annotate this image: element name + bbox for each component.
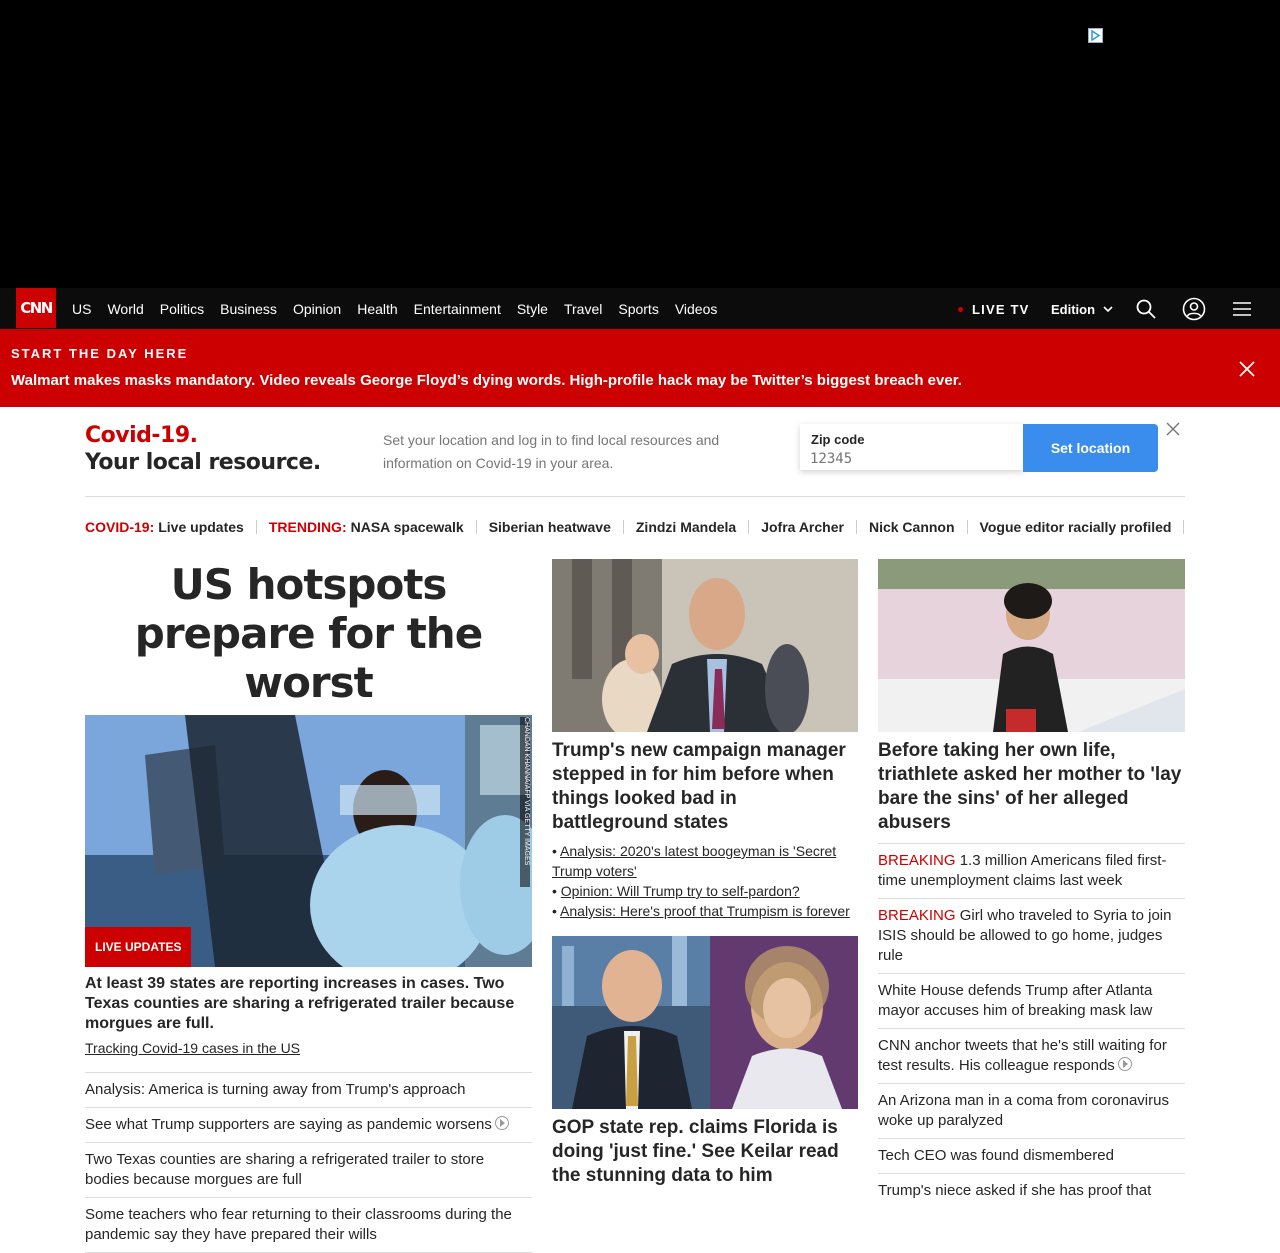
close-icon[interactable] xyxy=(1166,422,1180,436)
breaking-label: BREAKING xyxy=(878,907,956,924)
politics-column xyxy=(552,559,858,1188)
covid-title-sub: Your local resource. xyxy=(85,450,321,475)
trending-item[interactable]: Vogue editor racially profiled xyxy=(979,519,1172,535)
divider xyxy=(476,520,477,534)
lead-story-caption[interactable]: At least 39 states are reporting increases in cases. Two Texas counties are sharing a refrigerated trailer because morgues are full. xyxy=(85,975,515,1032)
covid-description: Set your location and log in to find local resources and information on Covid-19 in your area. xyxy=(383,432,720,471)
divider xyxy=(748,520,749,534)
list-item[interactable]: Tech CEO was found dismembered xyxy=(878,1139,1185,1174)
list-item[interactable]: Some teachers who fear returning to their classrooms during the pandemic say they have prepared their wills xyxy=(85,1198,532,1253)
list-item[interactable]: White House defends Trump after Atlanta mayor accuses him of breaking mask law xyxy=(878,974,1185,1029)
nav-link-world[interactable]: World xyxy=(107,300,144,317)
covid-live-updates-link[interactable]: Live updates xyxy=(158,519,244,535)
covid-trend-label: COVID-19: xyxy=(85,519,155,535)
covid-title-red: Covid-19. xyxy=(85,423,198,448)
covid-module-title xyxy=(85,422,321,476)
adchoices-icon[interactable] xyxy=(1088,28,1103,43)
set-location-button[interactable]: Set location xyxy=(1023,424,1158,472)
zip-code-label: Zip code xyxy=(811,432,865,447)
triathlete-photo xyxy=(878,559,1185,732)
nav-link-business[interactable]: Business xyxy=(220,300,277,317)
list-item-text: CNN anchor tweets that he's still waiting for test results. His colleague responds xyxy=(878,1037,1167,1074)
play-video-icon xyxy=(1118,1057,1132,1071)
trending-bar xyxy=(85,518,1196,536)
list-item[interactable]: Analysis: America is turning away from Trump's approach xyxy=(85,1073,532,1108)
campaign-bullets xyxy=(552,841,858,921)
lead-headline[interactable]: US hotspots prepare for the worst xyxy=(134,560,483,707)
edition-menu[interactable] xyxy=(1051,302,1113,317)
list-item[interactable] xyxy=(878,1029,1185,1084)
triathlete-headline[interactable]: Before taking her own life, triathlete asked her mother to 'lay bare the sins' of her alleged abusers xyxy=(878,740,1182,833)
split-screen-photo xyxy=(552,936,858,1109)
divider xyxy=(256,520,257,534)
divider xyxy=(856,520,857,534)
trending-item[interactable]: Jofra Archer xyxy=(761,519,844,535)
close-icon[interactable] xyxy=(1237,359,1257,379)
list-item-text: See what Trump supporters are saying as pandemic worsens xyxy=(85,1116,492,1133)
lead-story-column xyxy=(85,560,532,1253)
bullet-link-text: Analysis: 2020's latest boogeyman is 'Secret Trump voters' xyxy=(552,843,837,879)
list-item[interactable]: Trump's niece asked if she has proof that xyxy=(878,1182,1152,1199)
bullet-link[interactable]: • Opinion: Will Trump try to self-pardon? xyxy=(552,883,800,899)
list-item-text: 1.3 million Americans filed first-time unemployment claims last week xyxy=(878,852,1167,889)
nav-link-entertainment[interactable]: Entertainment xyxy=(413,300,501,317)
trending-item[interactable]: Siberian heatwave xyxy=(488,519,611,535)
nav-link-opinion[interactable]: Opinion xyxy=(292,300,342,317)
list-item-text: Girl who traveled to Syria to join ISIS should be allowed to go home, judges rule xyxy=(878,907,1172,964)
search-icon[interactable] xyxy=(1135,298,1157,320)
ad-banner[interactable] xyxy=(0,0,1280,288)
start-the-day-banner[interactable] xyxy=(0,329,1280,407)
nav-link-us[interactable]: US xyxy=(72,300,92,317)
campaign-manager-photo xyxy=(552,559,858,732)
live-tv-link[interactable] xyxy=(958,302,1030,317)
lead-story-image[interactable] xyxy=(85,715,532,967)
live-tv-label: LIVE TV xyxy=(972,302,1030,317)
list-item[interactable]: Two Texas counties are sharing a refrigerated trailer to store bodies because morgues are full xyxy=(85,1143,532,1198)
list-item[interactable] xyxy=(85,1108,532,1143)
news-list xyxy=(878,843,1185,1208)
campaign-manager-image[interactable] xyxy=(552,559,858,732)
play-video-icon xyxy=(495,1116,509,1130)
list-item[interactable] xyxy=(878,899,1185,974)
breaking-label: BREAKING xyxy=(878,852,956,869)
bullet-link[interactable]: • Analysis: Here's proof that Trumpism is forever xyxy=(552,903,850,919)
live-dot-icon xyxy=(958,307,963,312)
triathlete-image[interactable] xyxy=(878,559,1185,732)
nav-link-videos[interactable]: Videos xyxy=(674,300,718,317)
cnn-logo[interactable]: CNN xyxy=(16,288,56,328)
campaign-manager-headline[interactable]: Trump's new campaign manager stepped in for him before when things looked bad in battleground states xyxy=(552,740,846,833)
lead-related-list xyxy=(85,1072,532,1253)
list-item[interactable] xyxy=(878,844,1185,899)
trending-label: TRENDING: xyxy=(268,519,347,535)
banner-kicker: START THE DAY HERE xyxy=(11,346,189,361)
banner-headlines[interactable]: Walmart makes masks mandatory. Video reveals George Floyd’s dying words. High-profile hack may be Twitter’s biggest breach ever. xyxy=(11,372,962,389)
top-nav xyxy=(0,288,1280,329)
florida-headline[interactable]: GOP state rep. claims Florida is doing 'just fine.' See Keilar read the stunning data to him xyxy=(552,1117,839,1186)
edition-label: Edition xyxy=(1051,302,1096,317)
nav-link-politics[interactable]: Politics xyxy=(159,300,205,317)
bullet-link-text: Opinion: Will Trump try to self-pardon? xyxy=(560,883,800,899)
divider xyxy=(967,520,968,534)
trending-item[interactable]: Zindzi Mandela xyxy=(635,519,737,535)
tracking-cases-link[interactable]: Tracking Covid-19 cases in the US xyxy=(85,1040,301,1056)
trending-item[interactable]: Nick Cannon xyxy=(868,519,955,535)
nav-link-health[interactable]: Health xyxy=(357,300,398,317)
hamburger-menu-icon[interactable] xyxy=(1232,298,1252,320)
bullet-link-text: Analysis: Here's proof that Trumpism is forever xyxy=(560,903,850,919)
nav-link-travel[interactable]: Travel xyxy=(563,300,603,317)
zip-code-field[interactable] xyxy=(800,424,1024,470)
bullet-link[interactable]: • Analysis: 2020's latest boogeyman is 'Secret Trump voters' xyxy=(552,843,837,879)
chevron-down-icon xyxy=(1103,306,1113,313)
trending-item[interactable]: NASA spacewalk xyxy=(350,519,464,535)
zip-code-input[interactable] xyxy=(810,451,1010,467)
live-updates-badge[interactable]: LIVE UPDATES xyxy=(85,927,191,967)
user-account-icon[interactable] xyxy=(1182,297,1206,321)
divider xyxy=(1183,520,1184,534)
nav-link-sports[interactable]: Sports xyxy=(618,300,659,317)
nav-link-style[interactable]: Style xyxy=(516,300,548,317)
photo-credit: CHANDAN KHANNA/AFP VIA GETTY IMAGES xyxy=(520,717,530,887)
list-item[interactable]: An Arizona man in a coma from coronavirus woke up paralyzed xyxy=(878,1084,1185,1139)
nav-links xyxy=(72,288,733,329)
divider xyxy=(623,520,624,534)
news-column xyxy=(878,559,1185,1208)
covid-local-module xyxy=(85,420,1185,497)
florida-video-image[interactable] xyxy=(552,936,858,1109)
